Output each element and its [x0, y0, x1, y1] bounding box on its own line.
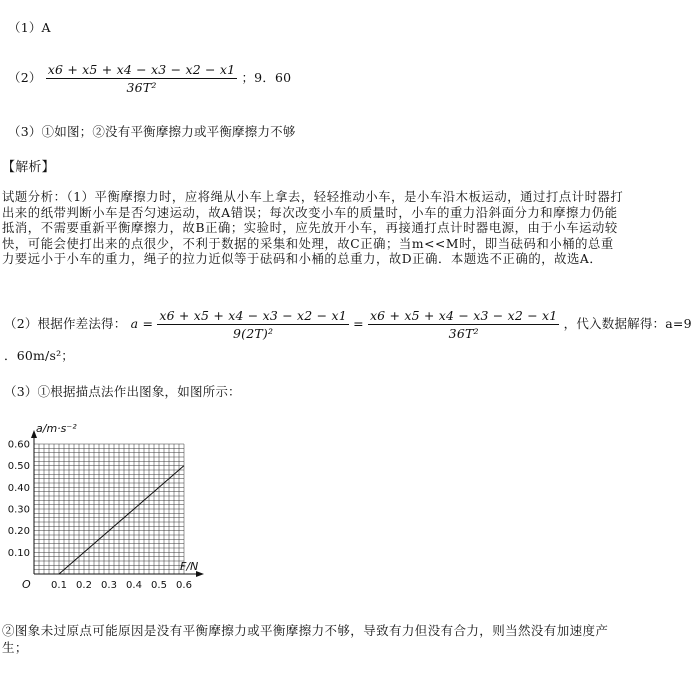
chart-ticks [8, 440, 192, 592]
chart-grid [34, 444, 184, 574]
chart-labels [22, 422, 198, 591]
answer-part-2-value: ；9．60 [241, 70, 292, 85]
x-tick-label: 0.5 [151, 580, 167, 591]
x-tick-label: 0.4 [126, 580, 142, 591]
force-acceleration-chart [0, 410, 230, 600]
y-tick-label: 0.60 [7, 439, 30, 451]
series-line [59, 466, 184, 574]
formula-fraction-1 [157, 308, 349, 341]
y-tick-label: 0.20 [7, 526, 30, 538]
x-tick-label: 0.1 [51, 580, 67, 591]
y-tick-label: 0.40 [7, 482, 30, 494]
analysis-part-4: ②图象未过原点可能原因是没有平衡摩擦力或平衡摩擦力不够，导致有力但没有合力，则当然没有加速度产生； [2, 623, 609, 655]
formula-fraction-2 [368, 308, 560, 341]
chart-axes [31, 430, 204, 577]
formula-result: ．60m/s²； [4, 348, 74, 363]
fraction-numerator: x6 + x5 + x4 − x3 − x2 − x1 [47, 62, 236, 77]
fraction-denominator: 36T² [126, 80, 157, 95]
fraction-2-numerator: x6 + x5 + x4 − x3 − x2 − x1 [369, 308, 558, 323]
answer-part-1: （1）A [8, 20, 51, 35]
y-tick-label: 0.10 [7, 547, 30, 559]
formula-equals: = [353, 316, 364, 331]
y-axis-label: a/m·s⁻² [36, 422, 77, 435]
answer-part-2 [8, 62, 291, 95]
answer-part-2-fraction [46, 62, 238, 95]
analysis-part-2-label: （2）根据作差法得： [4, 316, 127, 331]
y-tick-label: 0.30 [7, 504, 30, 516]
answer-part-3: （3）①如图；②没有平衡摩擦力或平衡摩擦力不够 [8, 124, 296, 139]
x-tick-label: 0.2 [76, 580, 92, 591]
x-axis-label: F/N [180, 560, 199, 573]
y-tick-label: 0.50 [7, 461, 30, 473]
answer-part-2-label: （2） [8, 70, 42, 85]
fraction-1-numerator: x6 + x5 + x4 − x3 − x2 − x1 [159, 308, 347, 323]
origin-label: O [22, 578, 31, 591]
fraction-2-denominator: 36T² [448, 326, 479, 341]
chart-series [59, 466, 184, 574]
x-tick-label: 0.3 [101, 580, 117, 591]
analysis-paragraph-1: 试题分析：（1）平衡摩擦力时，应将绳从小车上拿去，轻轻推动小车，是小车沿木板运动，通过打点计时器打出来的纸带判断小车是否匀速运动，故A错误；每次改变小车的质量时，小车的重力沿斜面分力和摩擦力仍能抵消，不需要重新平衡摩擦力，故B正确；实验时，应先放开小车，再接通打点计时器电源，由于小车运动较快，可能会使打出来的点很少，不利于数据的采集和处理，故C正确；当m<<M时，即当砝码和小桶的总重力要远小于小车的重力，绳子的拉力近似等于砝码和小桶的总重力，故D正确．本题选不正确的，故选A． [2, 190, 624, 267]
fraction-1-denominator: 9(2T)² [233, 326, 274, 341]
analysis-part-3: （3）①根据描点法作出图象，如图所示： [4, 384, 241, 399]
analysis-part-2 [4, 308, 692, 341]
section-heading: 【解析】 [2, 160, 55, 175]
formula-tail: ，代入数据解得：a=9 [563, 316, 692, 331]
formula-lhs: a = [130, 316, 154, 331]
x-tick-label: 0.6 [176, 580, 192, 591]
